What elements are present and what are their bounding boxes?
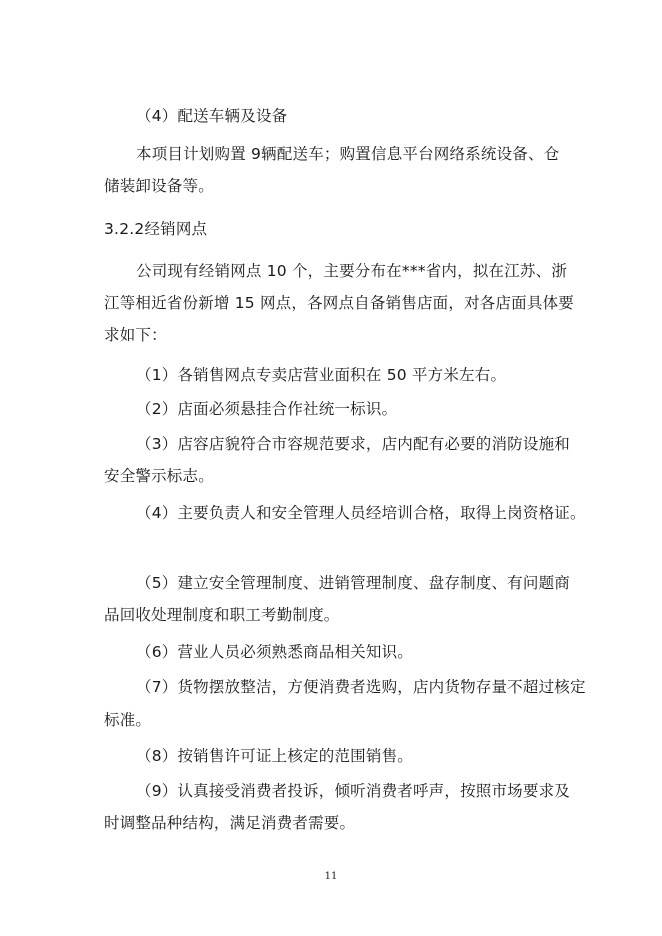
paragraph-line: 本项目计划购置 9辆配送车；购置信息平台网络系统设备、仓	[136, 145, 560, 163]
list-item: （3）店容店貌符合市容规范要求，店内配有必要的消防设施和	[136, 435, 570, 453]
section-heading-sales-outlets: 3.2.2经销网点	[104, 220, 208, 238]
list-item-continuation: 安全警示标志。	[104, 467, 214, 485]
list-item-continuation: 时调整品种结构，满足消费者需要。	[104, 814, 356, 832]
paragraph-line: 江等相近省份新增 15 网点，各网点自备销售店面，对各店面具体要	[104, 294, 574, 312]
paragraph-line: 求如下：	[104, 326, 167, 344]
subsection-heading-delivery-vehicles: （4）配送车辆及设备	[136, 107, 288, 125]
page-number: 11	[324, 871, 338, 882]
list-item: （4）主要负责人和安全管理人员经培训合格，取得上岗资格证。	[136, 504, 586, 522]
list-item: （5）建立安全管理制度、进销管理制度、盘存制度、有问题商	[136, 574, 570, 592]
list-item: （7）货物摆放整洁，方便消费者选购，店内货物存量不超过核定	[136, 678, 586, 696]
paragraph-line: 储装卸设备等。	[104, 177, 214, 195]
list-item-continuation: 品回收处理制度和职工考勤制度。	[104, 606, 340, 624]
list-item-continuation: 标准。	[104, 711, 152, 729]
list-item: （2）店面必须悬挂合作社统一标识。	[136, 400, 398, 418]
list-item: （1）各销售网点专卖店营业面积在 50 平方米左右。	[136, 366, 507, 384]
list-item: （6）营业人员必须熟悉商品相关知识。	[136, 643, 413, 661]
list-item: （8）按销售许可证上核定的范围销售。	[136, 747, 413, 765]
paragraph-line: 公司现有经销网点 10 个，主要分布在***省内，拟在江苏、浙	[136, 262, 568, 280]
list-item: （9）认真接受消费者投诉，倾听消费者呼声，按照市场要求及	[136, 782, 570, 800]
